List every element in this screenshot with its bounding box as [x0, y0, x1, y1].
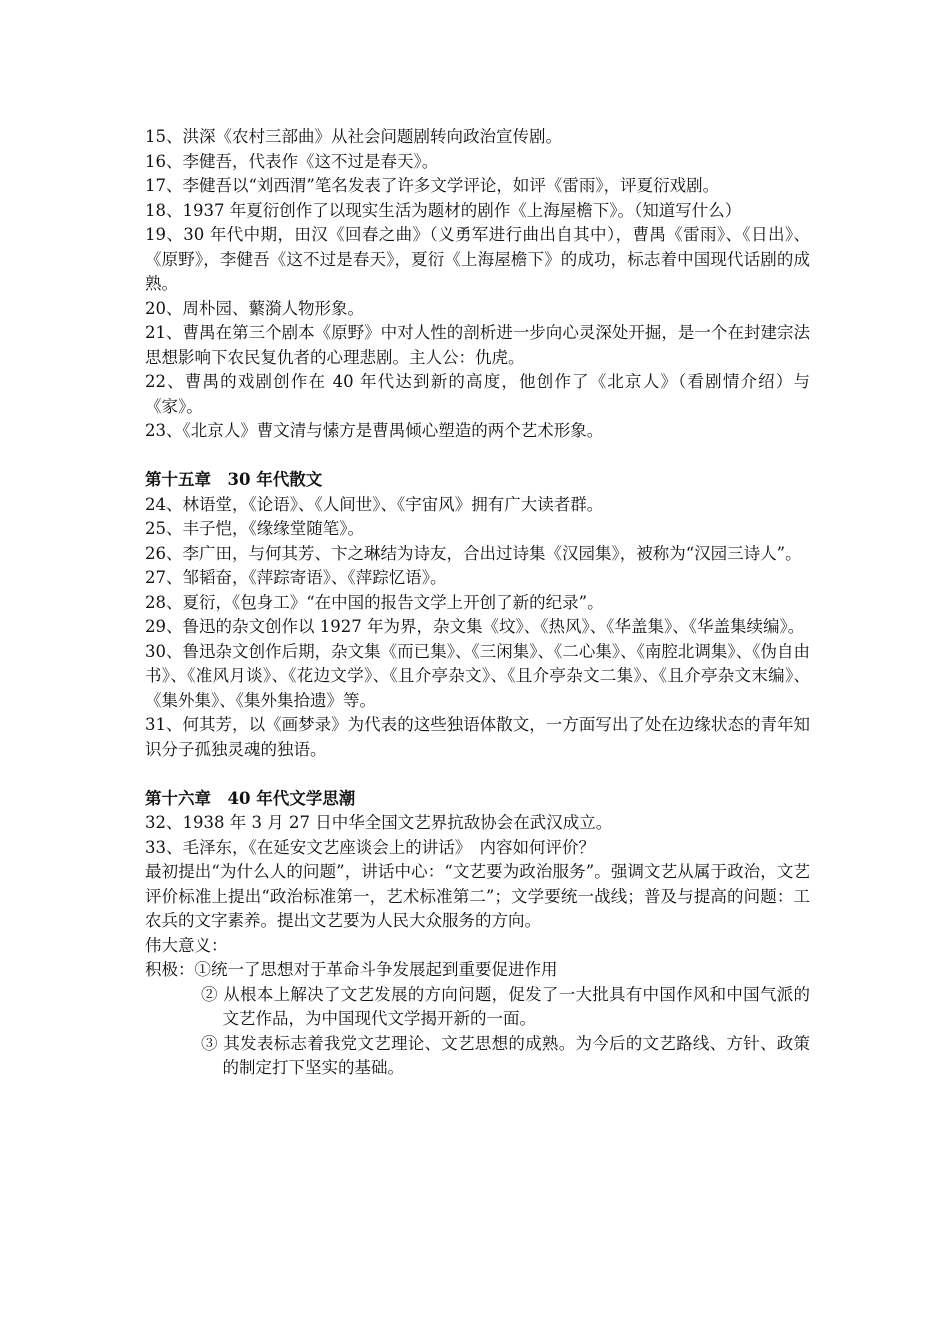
- chapter-16-heading: 第十六章 40 年代文学思潮: [145, 788, 356, 808]
- significance-point-2: ② 从根本上解决了文艺发展的方向问题，促发了一大批具有中国作风和中国气派的文艺作品，为中国现代文学揭开新的一面。: [201, 984, 810, 1028]
- item-15: 15、洪深《农村三部曲》从社会问题剧转向政治宣传剧。: [145, 127, 562, 146]
- chapter-15-heading: 第十五章 30 年代散文: [145, 470, 323, 489]
- item-26: 26、李广田，与何其芳、卞之琳结为诗友，合出过诗集《汉园集》，被称为“汉园三诗人”。: [145, 543, 802, 563]
- item-31: 31、何其芳，以《画梦录》为代表的这些独语体散文，一方面写出了处在边缘状态的青年知识分子孤独灵魂的独语。: [145, 715, 810, 759]
- item-21: 21、曹禺在第三个剧本《原野》中对人性的剖析进一步向心灵深处开掘，是一个在封建宗法思想影响下农民复仇者的心理悲剧。主人公：仇虎。: [145, 323, 810, 367]
- significance-label: 伟大意义：: [145, 935, 228, 955]
- significance-point-1: 积极：①统一了思想对于革命斗争发展起到重要促进作用: [145, 960, 558, 979]
- item-27: 27、邹韬奋，《萍踪寄语》、《萍踪忆语》。: [145, 568, 447, 587]
- item-28: 28、夏衍，《包身工》“在中国的报告文学上开创了新的纪录”。: [145, 592, 604, 612]
- item-32: 32、1938 年 3 月 27 日中华全国文艺界抗敌协会在武汉成立。: [145, 813, 613, 832]
- document-page: [145, 125, 810, 1081]
- item-20: 20、周朴园、蘩漪人物形象。: [145, 298, 364, 318]
- item-30: 30、鲁迅杂文创作后期，杂文集《而已集》、《三闲集》、《二心集》、《南腔北调集》、《伪自由书》、《准风月谈》、《花边文学》、《且介亭杂文》、《且介亭杂文二集》、《且介亭杂文末编》、《集外集》、《集外集拾遗》等。: [145, 641, 810, 710]
- item-24: 24、林语堂，《论语》、《人间世》、《宇宙风》拥有广大读者群。: [145, 494, 604, 514]
- item-23: 23、《北京人》曹文清与愫方是曹禺倾心塑造的两个艺术形象。: [145, 421, 604, 440]
- item-18: 18、1937 年夏衍创作了以现实生活为题材的剧作《上海屋檐下》。（知道写什么）: [145, 200, 742, 220]
- item-17: 17、李健吾以“刘西渭”笔名发表了许多文学评论，如评《雷雨》，评夏衍戏剧。: [145, 176, 720, 195]
- item-29: 29、鲁迅的杂文创作以 1927 年为界，杂文集《坟》、《热风》、《华盖集》、《华盖集续编》。: [145, 617, 805, 636]
- item-22: 22、曹禺的戏剧创作在 40 年代达到新的高度，他创作了《北京人》（看剧情介绍）与《家》。: [145, 372, 810, 416]
- speech-summary-paragraph: 最初提出“为什么人的问题”，讲话中心：“文艺要为政治服务”。强调文艺从属于政治，文艺评价标准上提出“政治标准第一，艺术标准第二”；文学要统一战线；普及与提高的问题：工农兵的文字素养。提出文艺要为人民大众服务的方向。: [145, 862, 810, 930]
- item-16: 16、李健吾，代表作《这不过是春天》。: [145, 151, 439, 171]
- item-19: 19、30 年代中期，田汉《回春之曲》（义勇军进行曲出自其中），曹禺《雷雨》、《日出》、《原野》，李健吾《这不过是春天》，夏衍《上海屋檐下》的成功，标志着中国现代话剧的成熟。: [145, 225, 810, 293]
- significance-sublist: [145, 983, 810, 1081]
- significance-point-3: ③ 其发表标志着我党文艺理论、文艺思想的成熟。为今后的文艺路线、方针、政策的制定打下坚实的基础。: [201, 1033, 810, 1077]
- item-33: 33、毛泽东，《在延安文艺座谈会上的讲话》 内容如何评价？: [145, 837, 595, 857]
- item-25: 25、丰子恺，《缘缘堂随笔》。: [145, 519, 364, 538]
